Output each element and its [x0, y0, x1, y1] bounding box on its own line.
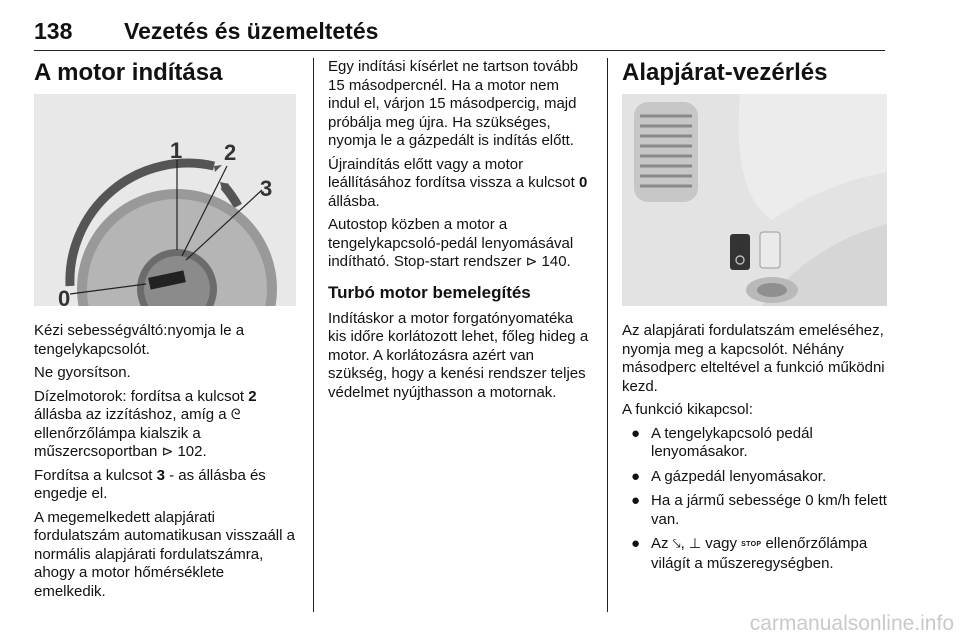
para-start-attempt: Egy indítási kísérlet ne tartson tovább 15 másodpercnél. Ha a motor nem indul el, várjon 15 másodpercig, majd próbálja meg újra. Ha szükséges, nyomja le a gázpedált is indítás előtt.: [328, 58, 579, 149]
bullet-icon: ●: [631, 467, 641, 485]
stop-icon: STOP: [741, 541, 762, 548]
para-manual-transmission: Kézi sebességváltó:nyomja le a tengelykapcsolót.: [34, 322, 245, 358]
page-reference[interactable]: 102.: [177, 443, 207, 460]
idle-switch-figure: [622, 94, 887, 306]
fig-label-0: 0: [58, 286, 71, 306]
wrench-warning-icon: ⤥: [672, 536, 681, 552]
watermark: carmanualsonline.info: [749, 612, 954, 635]
para-turn-key: Fordítsa a kulcsot 3 - as állásba és engedje el.: [34, 466, 266, 502]
column-divider-2: [607, 58, 608, 612]
para-restart: Újraindítás előtt vagy a motor leállításához fordítsa vissza a kulcsot 0 állásba.: [328, 155, 588, 210]
bullet-icon: ●: [631, 492, 641, 509]
middle-column: [328, 58, 592, 407]
glow-plug-icon: ᘓ: [230, 407, 241, 423]
para-turbo: Indításkor a motor forgatónyomatéka kis időre korlátozott lehet, főleg hideg a motor. A korlátozásra azért van szükség, hogy a kenési rendszer teljes védelmet nyújthasson a motornak.: [328, 309, 589, 401]
chapter-title: Vezetés és üzemeltetés: [124, 18, 379, 44]
deactivation-list: [622, 425, 887, 574]
list-item: ● A tengelykapcsoló pedál lenyomásakor.: [631, 424, 813, 460]
page-header: [34, 16, 885, 51]
para-diesel: Dízelmotorok: fordítsa a kulcsot 2 állásba az izzításhoz, amíg a ᘓ ellenőrzőlámpa kialszik a műszercsoportban ⊳ 102.: [34, 387, 257, 460]
subheading-turbo: Turbó motor bemelegítés: [328, 282, 531, 302]
para-autostop: Autostop közben a motor a tengelykapcsoló-pedál lenyomásával indítható. Stop-start rendszer ⊳ 140.: [328, 216, 574, 270]
fig-label-2: 2: [224, 140, 237, 165]
column-divider-1: [313, 58, 314, 612]
para-no-throttle: Ne gyorsítson.: [34, 364, 131, 381]
coolant-temperature-icon: ⊥: [688, 536, 702, 552]
ignition-figure: [34, 94, 296, 306]
page-number: 138: [34, 18, 73, 44]
list-item: ● Ha a jármű sebessége 0 km/h felett van.: [631, 492, 887, 528]
fig-label-3: 3: [260, 176, 273, 201]
para-idle-reset: A megemelkedett alapjárati fordulatszám automatikusan visszaáll a normális alapjárati fordulatszámra, ahogy a motor hőmérséklete emelkedik.: [34, 508, 295, 600]
page-reference-icon: ⊳: [525, 254, 538, 270]
section-title-idle-control: Alapjárat-vezérlés: [622, 59, 828, 86]
fig-label-1: 1: [170, 138, 183, 163]
bullet-icon: ●: [631, 424, 641, 442]
para-raise-idle: Az alapjárati fordulatszám emeléséhez, nyomja meg a kapcsolót. Néhány másodperc elteltével a funkció működni kezd.: [622, 322, 885, 395]
right-column: [622, 58, 887, 579]
page-reference-icon: ⊳: [161, 444, 174, 460]
para-function-off: A funkció kikapcsol:: [622, 401, 753, 418]
left-column: [34, 58, 296, 606]
list-item: ● A gázpedál lenyomásakor.: [631, 467, 827, 485]
page-reference[interactable]: 140.: [541, 253, 571, 270]
bullet-icon: ●: [631, 535, 641, 552]
list-item: ● Az ⤥, ⊥ vagy STOP ellenőrzőlámpa világít a műszeregységben.: [631, 535, 868, 572]
section-title-engine-start: A motor indítása: [34, 59, 223, 86]
